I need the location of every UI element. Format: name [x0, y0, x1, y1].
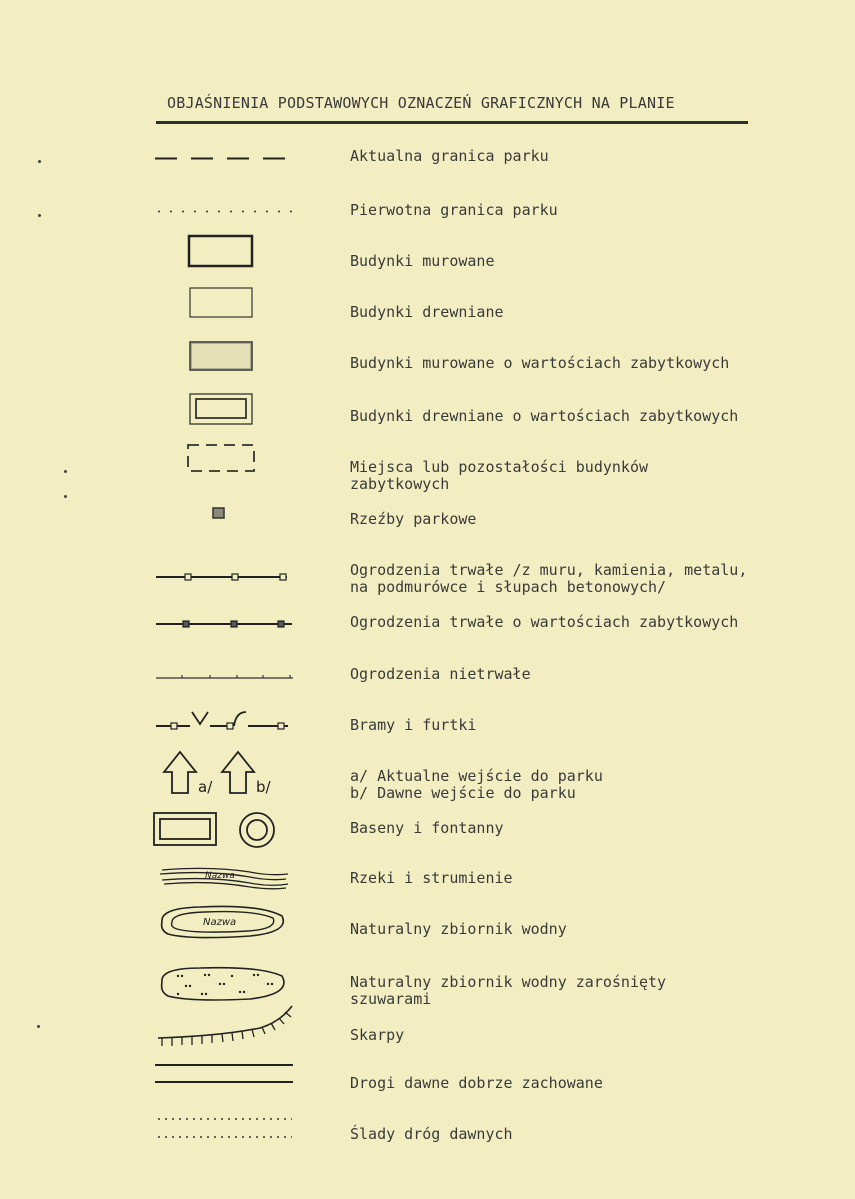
legend-label: Drogi dawne dobrze zachowane — [350, 1074, 603, 1092]
river-stream-icon — [150, 862, 300, 892]
paper-speck — [38, 214, 41, 217]
legend-label: Budynki drewniane o wartościach zabytkowych — [350, 407, 739, 425]
legend-label: Pierwotna granica parku — [350, 201, 558, 219]
legend-label: Miejsca lub pozostałości budynków zabytkowych — [350, 458, 649, 493]
current-boundary-icon — [150, 157, 300, 161]
legend-label: Budynki murowane o wartościach zabytkowych — [350, 354, 730, 372]
wooden-building-icon — [150, 286, 300, 322]
legend-label: Budynki murowane — [350, 252, 495, 270]
permanent-fence-icon — [150, 572, 300, 582]
entrance-b-mark: b/ — [256, 778, 271, 796]
legend-label: Naturalny zbiornik wodny zarośnięty szuwarami — [350, 973, 667, 1008]
legend-label: a/ Aktualne wejście do parku b/ Dawne wejście do parku — [350, 767, 603, 802]
paper-speck — [64, 470, 67, 473]
road-traces-icon — [150, 1117, 300, 1141]
temporary-fence-icon — [150, 673, 300, 681]
paper-speck — [38, 160, 41, 163]
lake-name-mark: Nazwa — [203, 917, 237, 928]
paper-speck — [64, 495, 67, 498]
page-title: OBJAŚNIENIA PODSTAWOWYCH OZNACZEŃ GRAFICZNYCH NA PLANIE — [167, 94, 675, 112]
building-remains-icon — [150, 443, 300, 475]
escarpment-icon — [150, 1002, 300, 1044]
natural-water-body-icon — [150, 902, 300, 942]
pool-fountain-icon — [150, 810, 300, 850]
preserved-road-icon — [150, 1062, 300, 1086]
original-boundary-icon — [150, 210, 300, 214]
legend-label: Ślady dróg dawnych — [350, 1125, 513, 1143]
masonry-building-icon — [150, 234, 300, 270]
historic-masonry-building-icon — [150, 340, 300, 376]
gates-icon — [150, 708, 300, 732]
legend-label: Ogrodzenia trwałe o wartościach zabytkowych — [350, 613, 739, 631]
legend-label: Budynki drewniane — [350, 303, 504, 321]
legend-label: Aktualna granica parku — [350, 147, 549, 165]
river-name-mark: Nazwa — [205, 871, 235, 881]
historic-permanent-fence-icon — [150, 619, 300, 629]
entrance-a-mark: a/ — [198, 778, 213, 796]
legend-label: Rzeki i strumienie — [350, 869, 513, 887]
paper-speck — [37, 1025, 40, 1028]
park-sculpture-icon — [150, 506, 300, 522]
historic-wooden-building-icon — [150, 392, 300, 428]
entrance-arrows-icon — [150, 748, 300, 800]
title-underline — [156, 121, 748, 124]
legend-label: Rzeźby parkowe — [350, 510, 477, 528]
reedy-water-body-icon — [150, 964, 300, 1004]
legend-label: Naturalny zbiornik wodny — [350, 920, 567, 938]
legend-label: Ogrodzenia trwałe /z muru, kamienia, metalu, na podmurówce i słupach betonowych/ — [350, 561, 748, 596]
legend-label: Bramy i furtki — [350, 716, 477, 734]
legend-label: Skarpy — [350, 1026, 405, 1044]
legend-label: Baseny i fontanny — [350, 819, 504, 837]
legend-label: Ogrodzenia nietrwałe — [350, 665, 531, 683]
